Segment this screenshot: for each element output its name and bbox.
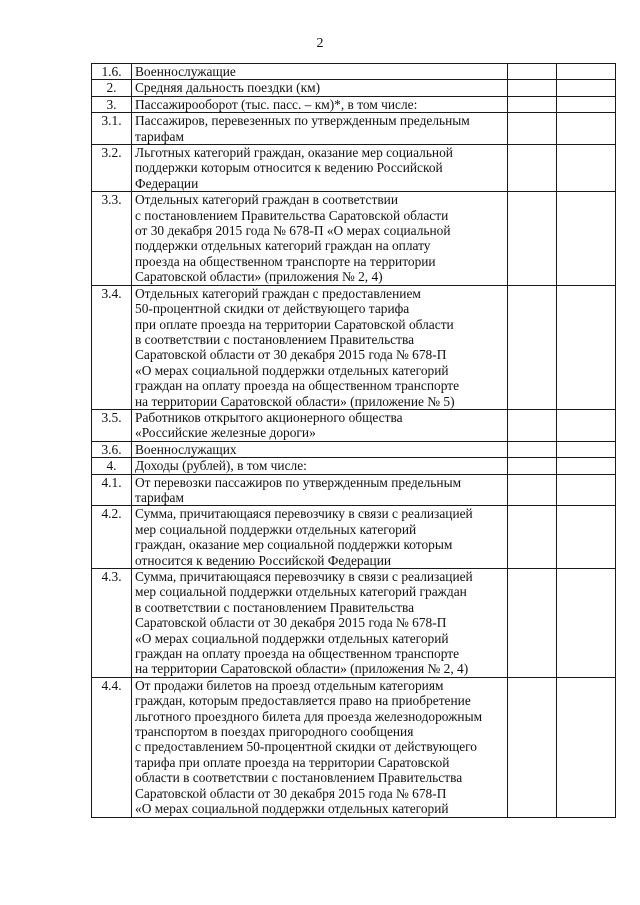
description-line: От перевозки пассажиров по утвержденным предельным [135,474,462,490]
description-line: Средняя дальность поездки (км) [135,80,321,96]
description-line: граждан на оплату проезда на общественном транспорте [135,646,460,662]
description-line: Пассажиров, перевезенных по утвержденным предельным [135,113,470,129]
row-description [132,474,508,506]
value-cell-1 [508,192,557,285]
value-cell-2 [557,569,616,678]
table-row [92,96,616,112]
value-cell-1 [508,409,557,441]
table-row [92,569,616,678]
value-cell-2 [557,80,616,96]
table-row [92,64,616,80]
value-cell-1 [508,677,557,817]
value-cell-2 [557,409,616,441]
row-description [132,96,508,112]
value-cell-1 [508,64,557,80]
value-cell-1 [508,474,557,506]
description-line: транспортом в поездах пригородного сообщения [135,724,414,740]
description-line: граждан на оплату проезда на общественном транспорте [135,378,460,394]
value-cell-2 [557,458,616,474]
row-description [132,506,508,569]
row-description [132,569,508,678]
description-line: От продажи билетов на проезд отдельным категориям [135,677,444,693]
value-cell-2 [557,285,616,409]
row-number: 3.3. [92,192,132,285]
row-description [132,677,508,817]
description-line: поддержки отдельных категорий граждан на оплату [135,238,431,254]
value-cell-2 [557,441,616,457]
table-body [92,64,616,818]
description-line: «О мерах социальной поддержки отдельных категорий [135,630,449,646]
value-cell-1 [508,145,557,192]
page-number: 2 [316,36,324,51]
description-line: в соответствии с постановлением Правительства [135,599,415,615]
description-line: «Российские железные дороги» [135,425,316,441]
value-cell-2 [557,506,616,569]
value-cell-1 [508,441,557,457]
row-number: 4.3. [92,569,132,678]
description-line: мер социальной поддержки отдельных категорий граждан [135,584,467,600]
description-line: Саратовской области от 30 декабря 2015 года № 678-П [135,347,447,363]
value-cell-2 [557,474,616,506]
table-row [92,506,616,569]
description-line: мер социальной поддержки отдельных категорий [135,521,417,537]
row-number: 2. [92,80,132,96]
description-line: Федерации [135,175,199,191]
value-cell-1 [508,458,557,474]
value-cell-1 [508,80,557,96]
row-number: 4.2. [92,506,132,569]
row-number: 3. [92,96,132,112]
description-line: Отдельных категорий граждан в соответствии [135,192,399,208]
description-line: Льготных категорий граждан, оказание мер социальной [135,145,453,161]
description-line: Саратовской области от 30 декабря 2015 года № 678-П [135,785,447,801]
description-line: области в соответствии с постановлением Правительства [135,770,463,786]
row-number: 3.6. [92,441,132,457]
description-line: на территории Саратовской области» (приложение № 5) [135,393,455,409]
value-cell-1 [508,96,557,112]
value-cell-2 [557,677,616,817]
value-cell-1 [508,569,557,678]
row-description [132,458,508,474]
indicators-table [91,63,616,818]
row-description [132,80,508,96]
description-line: от 30 декабря 2015 года № 678-П «О мерах социальной [135,223,451,239]
value-cell-2 [557,192,616,285]
row-description [132,192,508,285]
row-number: 4. [92,458,132,474]
row-description [132,145,508,192]
description-line: Работников открытого акционерного общества [135,409,403,425]
description-line: тарифам [135,489,184,505]
table-row [92,145,616,192]
description-line: Военнослужащих [135,441,237,457]
table-row [92,474,616,506]
row-number: 3.1. [92,113,132,145]
description-line: в соответствии с постановлением Правительства [135,331,415,347]
table-row [92,409,616,441]
description-line: Военнослужащие [135,64,236,79]
table-row [92,192,616,285]
description-line: Отдельных категорий граждан с предоставлением [135,285,421,301]
row-description [132,409,508,441]
row-number: 3.5. [92,409,132,441]
description-line: 50-процентной скидки от действующего тарифа [135,301,410,317]
table-row [92,441,616,457]
row-description [132,441,508,457]
description-line: на территории Саратовской области» (приложения № 2, 4) [135,661,469,677]
description-line: граждан, которым предоставляется право на приобретение [135,693,471,709]
value-cell-1 [508,285,557,409]
row-description [132,64,508,80]
description-line: тарифа при оплате проезда на территории Саратовской [135,754,450,770]
value-cell-1 [508,113,557,145]
row-number: 4.4. [92,677,132,817]
value-cell-2 [557,113,616,145]
table-row [92,677,616,817]
row-description [132,285,508,409]
description-line: тарифам [135,128,184,144]
description-line: «О мерах социальной поддержки отдельных категорий [135,362,449,378]
table-row [92,80,616,96]
description-line: Саратовской области от 30 декабря 2015 года № 678-П [135,615,447,631]
description-line: Сумма, причитающаяся перевозчику в связи с реализацией [135,569,473,584]
description-line: поддержки которым относится к ведению Российской [135,160,443,176]
row-number: 1.6. [92,64,132,80]
table-row [92,113,616,145]
row-number: 3.4. [92,285,132,409]
description-line: с предоставлением 50-процентной скидки от действующего [135,739,477,755]
value-cell-2 [557,96,616,112]
row-number: 4.1. [92,474,132,506]
value-cell-1 [508,506,557,569]
description-line: Пассажирооборот (тыс. пасс. – км)*, в том числе: [135,96,418,112]
table-row [92,458,616,474]
value-cell-2 [557,145,616,192]
description-line: льготного проездного билета для проезда железнодорожным [135,708,483,724]
row-number: 3.2. [92,145,132,192]
row-description [132,113,508,145]
description-line: проезда на общественном транспорте на территории [135,253,436,269]
table-row [92,285,616,409]
description-line: относится к ведению Российской Федерации [135,552,392,568]
description-line: при оплате проезда на территории Саратовской области [135,316,454,332]
description-line: граждан, оказание мер социальной поддержки которым [135,537,453,553]
description-line: Доходы (рублей), в том числе: [135,458,307,474]
description-line: Сумма, причитающаяся перевозчику в связи с реализацией [135,506,473,522]
description-line: Саратовской области» (приложения № 2, 4) [135,269,383,285]
value-cell-2 [557,64,616,80]
description-line: «О мерах социальной поддержки отдельных категорий [135,801,449,817]
description-line: с постановлением Правительства Саратовской области [135,207,449,223]
